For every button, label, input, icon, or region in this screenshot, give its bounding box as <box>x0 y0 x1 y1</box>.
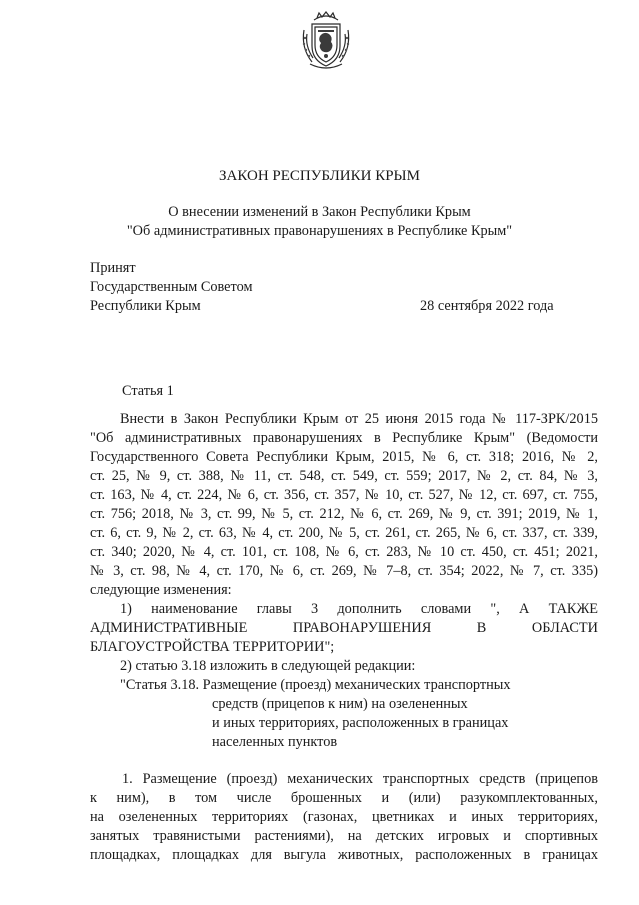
quoted-article-line-2: средств (прицепов к ним) на озелененных <box>212 696 468 712</box>
item-1-line-1: 1) наименование главы 3 дополнить словами ", А ТАКЖЕ <box>120 601 598 617</box>
quoted-article-line-1: "Статья 3.18. Размещение (проезд) механических транспортных <box>120 677 511 693</box>
para-1-line: на озелененных территориях (газонах, цветниках и иных территориях, <box>90 809 598 825</box>
intro-line: ст. 163, № 4, ст. 224, № 6, ст. 356, ст. 357, № 10, ст. 527, № 12, ст. 697, ст. 755, <box>90 487 598 503</box>
intro-last-line: следующие изменения: <box>90 582 232 598</box>
intro-line: № 3, ст. 98, № 4, ст. 170, № 6, ст. 269, № 7–8, ст. 354; 2022, № 7, ст. 335) <box>90 563 598 579</box>
adoption-line-1: Принят <box>90 260 136 276</box>
adoption-line-3: Республики Крым <box>90 298 201 314</box>
intro-line: "Об административных правонарушениях в Республике Крым" (Ведомости <box>90 430 598 446</box>
para-1-line: к ним), в том числе брошенных и (или) разукомплектованных, <box>90 790 598 806</box>
item-2: 2) статью 3.18 изложить в следующей редакции: <box>120 658 416 674</box>
para-1-line: площадках, площадках для выгула животных, расположенных в границах <box>90 847 598 863</box>
law-subtitle-line-1: О внесении изменений в Закон Республики Крым <box>168 204 471 220</box>
intro-line: ст. 25, № 9, ст. 388, № 11, ст. 548, ст. 549, ст. 559; 2017, № 2, ст. 84, № 3, <box>90 468 598 484</box>
adoption-line-2: Государственным Советом <box>90 279 253 295</box>
intro-line: ст. 756; 2018, № 3, ст. 99, № 5, ст. 212, № 6, ст. 269, № 9, ст. 391; 2019, № 1, <box>90 506 598 522</box>
law-title: ЗАКОН РЕСПУБЛИКИ КРЫМ <box>219 168 420 184</box>
intro-line: Государственного Совета Республики Крым, 2015, № 6, ст. 318; 2016, № 2, <box>90 449 598 465</box>
adoption-date: 28 сентября 2022 года <box>420 298 554 314</box>
intro-line: Внести в Закон Республики Крым от 25 июня 2015 года № 117-ЗРК/2015 <box>120 411 598 427</box>
para-1-line: занятых травянистыми растениями), на детских игровых и спортивных <box>90 828 598 844</box>
intro-line: ст. 6, ст. 9, № 2, ст. 63, № 4, ст. 200, № 5, ст. 261, ст. 265, № 6, ст. 337, ст. 339, <box>90 525 598 541</box>
item-1-line-2: АДМИНИСТРАТИВНЫЕ ПРАВОНАРУШЕНИЯ В ОБЛАСТИ <box>90 620 598 636</box>
quoted-article-line-4: населенных пунктов <box>212 734 338 750</box>
intro-line: ст. 340; 2020, № 4, ст. 101, ст. 108, № 6, ст. 283, № 10 ст. 450, ст. 451; 2021, <box>90 544 598 560</box>
article-heading: Статья 1 <box>122 383 174 399</box>
item-1-line-3: БЛАГОУСТРОЙСТВА ТЕРРИТОРИИ"; <box>90 639 335 655</box>
law-subtitle-line-2: "Об административных правонарушениях в Республике Крым" <box>126 223 513 239</box>
para-1-line: 1. Размещение (проезд) механических транспортных средств (прицепов <box>122 771 598 787</box>
coat-of-arms-emblem <box>300 10 352 72</box>
quoted-article-line-3: и иных территориях, расположенных в границах <box>212 715 509 731</box>
